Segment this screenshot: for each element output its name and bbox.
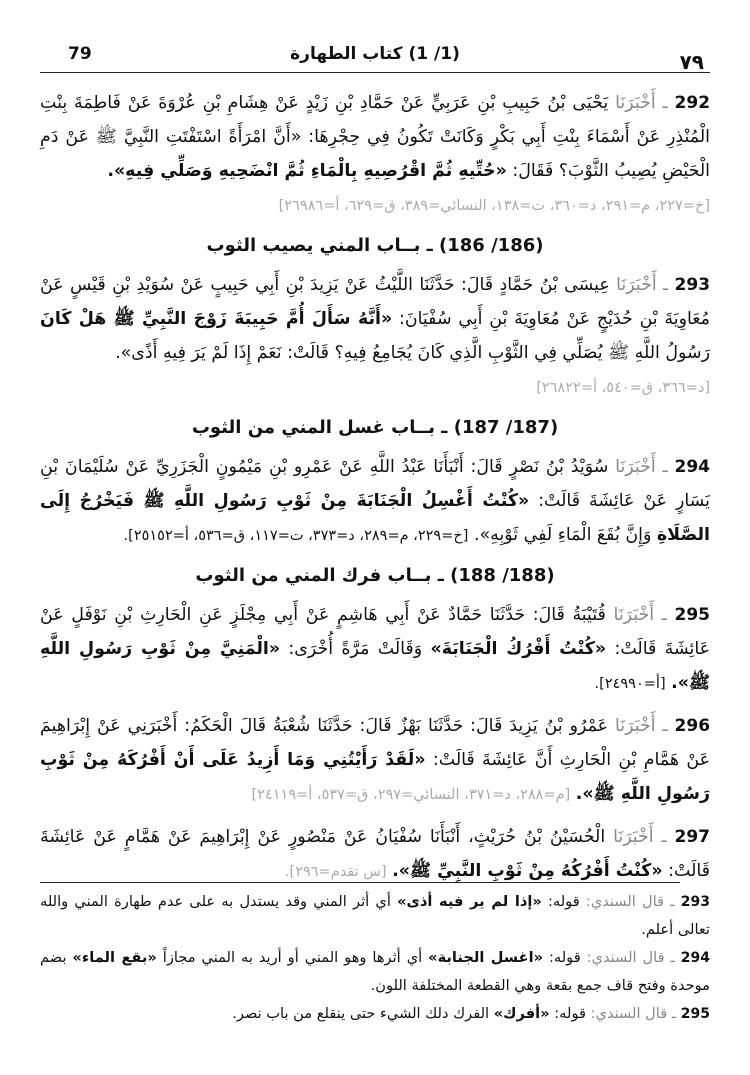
footnote-lead: ـ قال السندي: (590, 1005, 677, 1022)
footnote-lead: ـ قال السندي: (586, 949, 675, 966)
matn-quote-2: «الْمَنِيَّ مِنْ ثَوْبِ رَسُولِ اللَّهِ ﷺ». (40, 639, 710, 693)
chapter-heading-187: (187/ 187) ـ بــاب غسل المني من الثوب (191, 417, 559, 438)
hadith-number: 297 (674, 827, 711, 847)
akhbarana-mark: ـ أَخْبَرَنَا (613, 605, 667, 625)
akhbarana-mark: ـ أَخْبَرَنَا (615, 93, 668, 113)
isnad-text: عَمْرُو بْنُ يَزِيدَ قَالَ: حَدَّثَنَا بَهْزٌ قَالَ: حَدَّثَنَا شُعْبَةُ قَالَ الْحَكَمُ: أَخْبَرَنِي عَنْ إِبْرَاهِيمَ عَنْ هَمَّامِ بْنِ الْحَارِثِ أَنَّ عَائِشَةَ قَالَتْ: (40, 716, 711, 770)
footnote-text-2: بضم موحدة وفتح قاف جمع بقعة وهي القطعة المختلفة اللون. (40, 949, 710, 994)
footnote-295 (40, 1000, 710, 1028)
hadith-number: 295 (674, 605, 711, 625)
isnad-text: قُتَيْبَةُ قَالَ: حَدَّثَنَا حَمَّادٌ عَنْ أَبِي هَاشِمٍ عَنْ أَبِي مِجْلَزٍ عَنِ الْحَارِثِ بْنِ نَوْفَلٍ عَنْ عَائِشَةَ قَالَتْ: (40, 605, 710, 659)
akhbarana-mark: ـ أَخْبَرَنَا (615, 457, 668, 477)
footnotes (40, 888, 710, 1028)
references: [د=٣٦٦، ق=٥٤٠، أ=٢٦٨٢٢] (536, 380, 710, 396)
hadith-number: 292 (674, 93, 711, 113)
running-title: (1/ 1) كتاب الطهارة (290, 44, 460, 64)
references: [أ=٢٤٩٩٠]. (594, 676, 666, 692)
isnad-text: سُوَيْدُ بْنُ نَصْرٍ قَالَ: أَنْبَأَنَا عَبْدُ اللَّهِ عَنْ عَمْرِو بْنِ مَيْمُونٍ الْجَزَرِيِّ عَنْ سُلَيْمَانَ بْنِ يَسَارٍ عَنْ عَائِشَةَ قَالَتْ: (40, 457, 711, 511)
chapter-heading-186: (186/ 186) ـ بــاب المني يصيب الثوب (206, 235, 544, 256)
page-number-arabic: ٧٩ (679, 50, 704, 74)
hadith-number: 294 (674, 457, 711, 477)
header-rule (40, 72, 710, 73)
matn-quote: «أَنَّهُ سَأَلَ أُمَّ حَبِيبَةَ زَوْجَ النَّبِيِّ ﷺ هَلْ كَانَ (40, 309, 393, 329)
footnote-label: قوله: (554, 1005, 586, 1022)
page-number-latin: 79 (68, 44, 92, 64)
footnote-quote: «أفرك» (493, 1005, 550, 1022)
matn-text: وَإِنَّ بُقَعَ الْمَاءِ لَفِي ثَوْبِهِ». (473, 525, 652, 545)
page-body (40, 82, 710, 889)
matn-quote: «كُنْتُ أَغْسِلُ الْجَنَابَةَ مِنْ ثَوْبِ رَسُولِ اللَّهِ ﷺ فَيَخْرُجُ إِلَى الصَّلَاةِ (40, 491, 710, 545)
footnote-text: الفرك دلك الشيء حتى ينقلع من باب نصر. (232, 1005, 490, 1022)
footnote-quote-2: «بقع الماء» (72, 949, 157, 966)
footnote-label: قوله: (547, 893, 580, 910)
matn-text: وَقَالَتْ مَرَّةً أُخْرَى: (288, 639, 423, 659)
footnote-rule (40, 882, 680, 883)
hadith-296 (40, 709, 710, 812)
isnad-text: عِيسَى بْنُ حَمَّادٍ قَالَ: حَدَّثَنَا اللَّيْثُ عَنْ يَزِيدَ بْنِ أَبِي حَبِيبٍ عَنْ سُوَيْدِ بْنِ قَيْسٍ عَنْ مُعَاوِيَةَ بْنِ حُدَيْجٍ عَنْ مُعَاوِيَةَ بْنِ أَبِي سُفْيَانَ: (40, 275, 710, 329)
isnad-text: يَحْيَى بْنُ حَبِيبِ بْنِ عَرَبِيٍّ عَنْ حَمَّادِ بْنِ زَيْدٍ عَنْ هِشَامِ بْنِ عُرْوَةَ عَنْ فَاطِمَةَ بِنْتِ الْمُنْذِرِ عَنْ أَسْمَاءَ بِنْتِ أَبِي بَكْرٍ وَكَانَتْ تَكُونُ فِي حِجْرِهَا: «أَنَّ امْرَأَةً اسْتَفْتَتِ النَّبِيَّ ﷺ عَنْ دَمِ الْحَيْضِ يُصِيبُ الثَّوْبَ؟ فَقَالَ: (40, 93, 710, 181)
hadith-293 (40, 268, 710, 405)
hadith-297 (40, 820, 710, 889)
hadith-295 (40, 598, 710, 701)
footnote-quote: «اغسل الجنابة» (428, 949, 544, 966)
page-header (40, 42, 710, 74)
footnote-number: 294 (680, 950, 711, 966)
footnote-quote: «إذا لم ير فيه أذى» (397, 893, 542, 910)
matn-quote: «كُنْتُ أَفْرُكُ الْجَنَابَةَ» (430, 639, 607, 659)
hadith-number: 296 (674, 716, 711, 736)
hadith-292 (40, 86, 710, 223)
footnote-294 (40, 944, 710, 1000)
akhbarana-mark: ـ أَخْبَرَنَا (614, 716, 668, 736)
hadith-number: 293 (674, 275, 711, 295)
matn-quote: «لَقَدْ رَأَيْتُنِي وَمَا أَزِيدُ عَلَى أَنْ أَفْرُكَهُ مِنْ ثَوْبِ رَسُولِ اللَّهِ ﷺ». (40, 750, 710, 804)
matn-quote: «حُتِّيهِ ثُمَّ اقْرُصِيهِ بِالْمَاءِ ثُمَّ انْضَحِيهِ وَصَلِّي فِيهِ». (107, 161, 507, 181)
footnote-number: 295 (680, 1006, 710, 1022)
references: [خ=٢٢٩، م=٢٨٩، د=٣٧٣، ت=١١٧، ق=٥٣٦، أ=٢٥١٥٢]. (123, 528, 469, 544)
references: [خ=٢٢٧، م=٢٩١، د=٣٦٠، ت=١٣٨، النسائي=٣٨٩، ق=٦٢٩، أ=٢٦٩٨٦] (278, 198, 710, 214)
akhbarana-mark: ـ أَخْبَرَنَا (616, 275, 669, 295)
footnote-text: أي أثر المني وقد يستدل به على عدم طهارة المني والله تعالى أعلم. (40, 893, 710, 938)
chapter-heading-188: (188/ 188) ـ بــاب فرك المني من الثوب (195, 565, 555, 586)
matn-text: رَسُولُ اللَّهِ ﷺ يُصَلِّي فِي الثَّوْبِ الَّذِي كَانَ يُجَامِعُ فِيهِ؟ قَالَتْ: نَعَمْ إِذَا لَمْ يَرَ فِيهِ أَذًى». (115, 343, 710, 363)
footnote-293 (40, 888, 710, 944)
references: [س تقدم=٢٩٦]. (284, 864, 387, 880)
footnote-label: قوله: (548, 949, 581, 966)
isnad-text: الْحُسَيْنُ بْنُ حُرَيْثٍ، أَنْبَأَنَا سُفْيَانُ عَنْ مَنْصُورٍ عَنْ إِبْرَاهِيمَ عَنْ هَمَّامٍ عَنْ عَائِشَةَ قَالَتْ: (40, 827, 710, 881)
matn-quote: «كُنْتُ أَفْرُكُهُ مِنْ ثَوْبِ النَّبِيِّ ﷺ». (392, 861, 663, 881)
footnote-number: 293 (680, 894, 711, 910)
references: [م=٢٨٨، د=٣٧١، النسائي=٢٩٧، ق=٥٣٧، أ=٢٤١١٩] (251, 787, 571, 803)
footnote-text: أي أثرها وهو المني أو أريد به المني مجازاً (162, 949, 423, 966)
hadith-294 (40, 450, 710, 553)
akhbarana-mark: ـ أَخْبَرَنَا (613, 827, 667, 847)
footnote-lead: ـ قال السندي: (585, 893, 675, 910)
